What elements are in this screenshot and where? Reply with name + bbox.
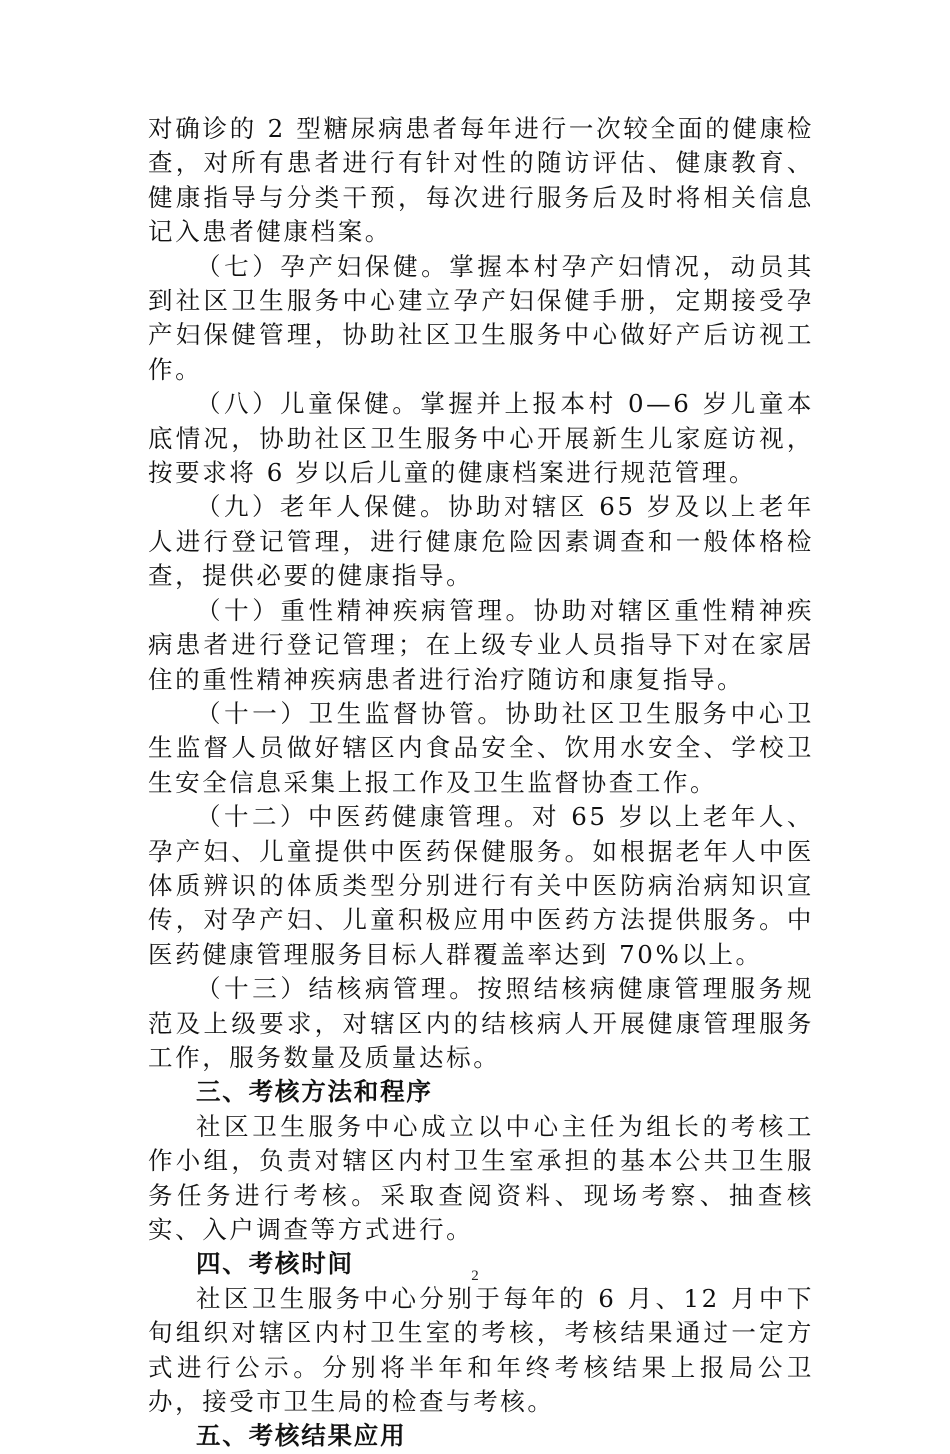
paragraph-tuberculosis: （十三）结核病管理。按照结核病健康管理服务规范及上级要求，对辖区内的结核病人开展健康管理服务工作，服务数量及质量达标。 [148,974,814,1072]
section-heading-result-application: 五、考核结果应用 [196,1421,407,1451]
paragraph-mental-illness: （十）重性精神疾病管理。协助对辖区重性精神疾病患者进行登记管理；在上级专业人员指导下对在家居住的重性精神疾病患者进行治疗随访和康复指导。 [148,595,814,694]
paragraph-maternal-care: （七）孕产妇保健。掌握本村孕产妇情况，动员其到社区卫生服务中心建立孕产妇保健手册，定期接受孕产妇保健管理，协助社区卫生服务中心做好产后访视工作。 [148,251,814,384]
section-heading-assessment-time: 四、考核时间 [196,1249,354,1279]
paragraph-tcm-management: （十二）中医药健康管理。对 65 岁以上老年人、孕产妇、儿童提供中医药保健服务。如根据老年人中医体质辨识的体质类型分别进行有关中医防病治病知识宣传，对孕产妇、儿童积极应用中医药方法提供服务。中医药健康管理服务目标人群覆盖率达到 70%以上。 [148,802,814,969]
paragraph-elderly-care: （九）老年人保健。协助对辖区 65 岁及以上老年人进行登记管理，进行健康危险因素调查和一般体格检查，提供必要的健康指导。 [148,492,814,591]
page-number: 2 [471,1268,479,1284]
paragraph-health-supervision: （十一）卫生监督协管。协助社区卫生服务中心卫生监督人员做好辖区内食品安全、饮用水安全、学校卫生安全信息采集上报工作及卫生监督协查工作。 [148,698,814,797]
paragraph-child-care: （八）儿童保健。掌握并上报本村 0—6 岁儿童本底情况，协助社区卫生服务中心开展新生儿家庭访视，按要求将 6 岁以后儿童的健康档案进行规范管理。 [148,389,814,488]
section-heading-assessment-method: 三、考核方法和程序 [196,1077,433,1107]
document-body [148,112,814,1454]
paragraph-assessment-method: 社区卫生服务中心成立以中心主任为组长的考核工作小组，负责对辖区内村卫生室承担的基本公共卫生服务任务进行考核。采取查阅资料、现场考察、抽查核实、入户调查等方式进行。 [148,1111,814,1244]
paragraph-assessment-time: 社区卫生服务中心分别于每年的 6 月、12 月中下旬组织对辖区内村卫生室的考核，考核结果通过一定方式进行公示。分别将半年和年终考核结果上报局公卫办，接受市卫生局的检查与考核。 [148,1283,814,1417]
paragraph-diabetes-continued: 对确诊的 2 型糖尿病患者每年进行一次较全面的健康检查，对所有患者进行有针对性的随访评估、健康教育、健康指导与分类干预，每次进行服务后及时将相关信息记入患者健康档案。 [148,114,814,247]
